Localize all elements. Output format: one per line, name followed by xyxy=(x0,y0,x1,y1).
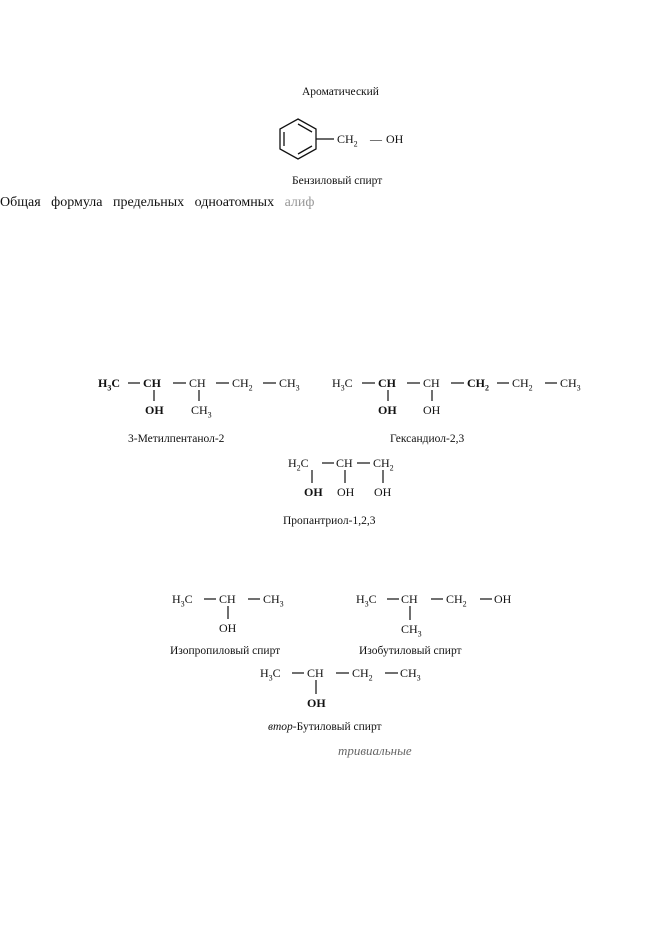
mol1-ch2: $CH_2$ xyxy=(232,376,253,393)
mol2-ch2-a: $CH_2$ xyxy=(467,376,489,393)
mol1-oh: OH xyxy=(145,403,164,417)
mol4-caption: Изопропиловый спирт xyxy=(170,645,281,657)
mol6-oh: OH xyxy=(307,696,326,710)
general-formula-text: Общая формула предельных одноатомных алиф xyxy=(0,195,315,210)
mol2-oh-a: OH xyxy=(378,403,397,417)
mol3-ch2: $CH_2$ xyxy=(373,456,394,473)
mol2-ch-a: CH xyxy=(378,376,396,390)
mol3-caption: Пропантриол-1,2,3 xyxy=(283,515,376,527)
mol5-ch2: $CH_2$ xyxy=(446,592,467,609)
faded-text: алиф xyxy=(284,195,315,210)
benzyl-oh-group: OH xyxy=(386,132,404,146)
mol5-h3c: $H_3C$ xyxy=(356,592,377,609)
mol4-ch: CH xyxy=(219,592,236,606)
aromatic-heading: Ароматический xyxy=(302,86,379,98)
benzyl-ch2-group: $CH_2$ xyxy=(337,132,358,149)
mol4-h3c: $H_3C$ xyxy=(172,592,193,609)
mol2-ch-b: CH xyxy=(423,376,440,390)
mol6-caption: втор-Бутиловый спирт xyxy=(268,721,382,733)
mol3-ch: CH xyxy=(336,456,353,470)
mol6-ch2: $CH_2$ xyxy=(352,666,373,683)
mol1-ch3: $CH_3$ xyxy=(279,376,300,393)
mol5-ch: CH xyxy=(401,592,418,606)
benzene-ring xyxy=(280,119,334,159)
benzyl-alcohol-caption: Бензиловый спирт xyxy=(292,175,383,187)
mol5-caption: Изобутиловый спирт xyxy=(359,645,462,657)
mol3-oh-b: OH xyxy=(337,485,355,499)
mol2-ch2-b: $CH_2$ xyxy=(512,376,533,393)
mol6-ch: CH xyxy=(307,666,324,680)
benzyl-dash: — xyxy=(370,132,382,146)
mol5-ch3: $CH_3$ xyxy=(401,622,422,639)
trivial-names-label: тривиальные xyxy=(338,743,412,758)
mol2-oh-b: OH xyxy=(423,403,441,417)
mol1-h3c: $H_3C$ xyxy=(98,376,121,393)
mol1-ch-a: CH xyxy=(143,376,161,390)
mol2-ch3: $CH_3$ xyxy=(560,376,581,393)
mol1-caption: 3-Метилпентанол-2 xyxy=(128,433,225,445)
mol3-oh-a: OH xyxy=(304,485,323,499)
mol5-oh: OH xyxy=(494,592,512,606)
mol3-oh-c: OH xyxy=(374,485,392,499)
mol6-h3c: $H_3C$ xyxy=(260,666,281,683)
mol4-ch3: $CH_3$ xyxy=(263,592,284,609)
mol2-caption: Гександиол-2,3 xyxy=(390,433,465,445)
mol2-h3c: $H_3C$ xyxy=(332,376,353,393)
mol1-ch-b: CH xyxy=(189,376,206,390)
mol3-h2c: $H_2C$ xyxy=(288,456,309,473)
mol6-ch3: $CH_3$ xyxy=(400,666,421,683)
mol4-oh: OH xyxy=(219,621,237,635)
mol1-ch3-branch: $CH_3$ xyxy=(191,403,212,420)
